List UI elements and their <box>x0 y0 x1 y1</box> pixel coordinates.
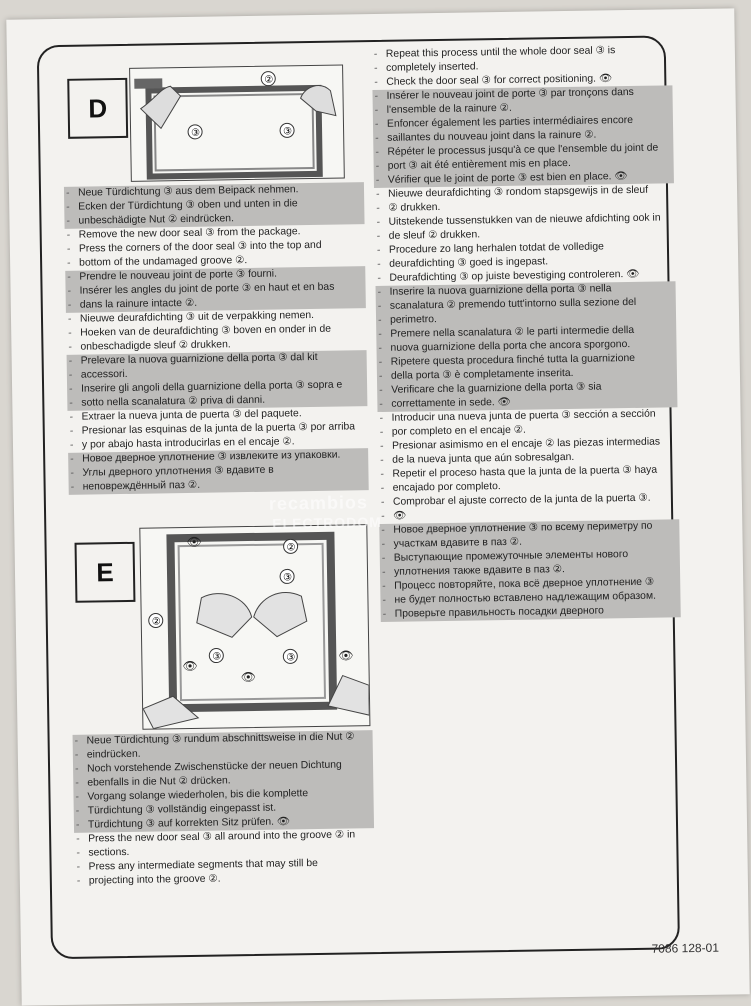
instruction-line: - Новое дверное уплотнение ③ по всему периметру по <box>379 519 679 538</box>
callout-seal: ③ <box>212 651 222 663</box>
eye-icon: 👁 <box>186 534 202 550</box>
text-block <box>374 183 676 286</box>
instruction-line: - nuova guarnizione della porta che ancora sporgono. <box>376 337 676 356</box>
callout-seal: ③ <box>283 572 293 584</box>
instruction-line: - неповреждённый паз ②. <box>69 476 369 495</box>
instruction-line: - correttamente in sede. 👁 <box>377 393 677 412</box>
instruction-line: - Extraer la nueva junta de puerta ③ del paquete. <box>67 406 367 425</box>
instruction-line: - Neue Türdichtung ③ rundum abschnittsweise in die Nut ② <box>73 730 373 749</box>
instruction-line: - Новое дверное уплотнение ③ извлеките из упаковки. <box>68 448 368 467</box>
right-column-text <box>372 43 681 625</box>
text-block <box>378 407 680 524</box>
instruction-line: - Press the new door seal ③ all around into the groove ② in <box>74 828 374 847</box>
eye-icon: 👁 <box>338 648 354 663</box>
instruction-line: - Comprobar el ajuste correcto de la junta de la puerta ③. <box>379 491 679 510</box>
text-block <box>376 281 678 412</box>
callout-seal: ③ <box>286 652 296 664</box>
callout-groove: ② <box>151 616 161 628</box>
instruction-line: - completely inserted. <box>372 57 672 76</box>
instruction-line: - scanalatura ② premendo tutt'intorno sulla sezione del <box>376 295 676 314</box>
instruction-line: - Répéter le processus jusqu'à ce que l'ensemble du joint de <box>373 141 673 160</box>
step-e-paragraphs <box>73 730 375 889</box>
step-d-paragraphs <box>64 182 369 495</box>
instruction-line: - unbeschädigte Nut ② eindrücken. <box>64 210 364 229</box>
instruction-line: - Türdichtung ③ auf korrekten Sitz prüfen. 👁 <box>74 814 374 833</box>
callout-seal: ③ <box>283 126 293 138</box>
instruction-line: - участкам вдавите в паз ②. <box>379 533 679 552</box>
instruction-line: - y por abajo hasta introducirlas en el encaje ②. <box>68 434 368 453</box>
instruction-line: - Premere nella scanalatura ② le parti intermedie della <box>376 323 676 342</box>
instruction-line: - por completo en el encaje ②. <box>378 421 678 440</box>
instruction-line: - Uitstekende tussenstukken van de nieuwe afdichting ook in <box>374 211 674 230</box>
instruction-line: - Introducir una nueva junta de puerta ③ sección a sección <box>378 407 678 426</box>
instruction-line: - de la nueva junta que aún sobresalgan. <box>378 449 678 468</box>
instruction-line: - dans la rainure intacte ②. <box>66 294 366 313</box>
text-block <box>68 448 369 495</box>
instruction-line: - Press the corners of the door seal ③ into the top and <box>65 238 365 257</box>
step-d-label: D <box>67 78 128 139</box>
document-code: 7086 128-01 <box>651 940 720 956</box>
instruction-line: - Проверьте правильность посадки дверного <box>381 603 681 622</box>
instruction-line: - accessori. <box>67 364 367 383</box>
instruction-line: - sotto nella scanalatura ② priva di danni. <box>67 392 367 411</box>
instruction-line: - Repeat this process until the whole door seal ③ is <box>372 43 672 62</box>
instruction-line: - Repetir el proceso hasta que la junta de la puerta ③ haya <box>378 463 678 482</box>
instruction-line: - 👁 <box>379 505 679 524</box>
text-block <box>65 266 366 313</box>
step-d-text <box>64 182 369 498</box>
instruction-line: - Insérer le nouveau joint de porte ③ par tronçons dans <box>372 85 672 104</box>
instruction-line: - Vorgang solange wiederholen, bis die komplette <box>73 786 373 805</box>
instruction-line: - ebenfalls in die Nut ② drücken. <box>73 772 373 791</box>
instruction-line: - Prendre le nouveau joint de porte ③ fourni. <box>65 266 365 285</box>
instruction-line: - Prelevare la nuova guarnizione della porta ③ dal kit <box>67 350 367 369</box>
text-block <box>67 406 368 453</box>
text-block <box>65 224 366 271</box>
instruction-line: - Noch vorstehende Zwischenstücke der neuen Dichtung <box>73 758 373 777</box>
instruction-line: - della porta ③ è completamente inserita. <box>377 365 677 384</box>
instruction-line: - Deurafdichting ③ op juiste bevestiging controleren. 👁 <box>375 267 675 286</box>
instruction-line: - Ripetere questa procedura finché tutta la guarnizione <box>377 351 677 370</box>
door-seal-diagram-d <box>130 66 344 181</box>
instruction-line: - Insérer les angles du joint de porte ③ en haut et en bas <box>65 280 365 299</box>
text-block <box>64 182 365 229</box>
instruction-line: - Inserire gli angoli della guarnizione della porta ③ sopra e <box>67 378 367 397</box>
illustration-e <box>139 524 370 730</box>
instruction-line: - Углы дверного уплотнения ③ вдавите в <box>68 462 368 481</box>
instruction-line: - projecting into the groove ②. <box>75 870 375 889</box>
instruction-line: - Procedure zo lang herhalen totdat de volledige <box>375 239 675 258</box>
instruction-sheet <box>6 8 749 1005</box>
door-seal-diagram-e <box>140 525 369 729</box>
instruction-line: - Vérifier que le joint de porte ③ est bien en place. 👁 <box>374 169 674 188</box>
eye-icon: 👁 <box>240 669 256 685</box>
text-block <box>379 519 681 622</box>
instruction-line: - Neue Türdichtung ③ aus dem Beipack nehmen. <box>64 182 364 201</box>
instruction-line: - saillantes du nouveau joint dans la rainure ②. <box>373 127 673 146</box>
instruction-line: - Presionar las esquinas de la junta de la puerta ③ por arriba <box>68 420 368 439</box>
callout-groove: ② <box>286 542 296 554</box>
instruction-line: - не будет полностью вставлено надлежащим образом. <box>380 589 680 608</box>
instruction-line: - Ecken der Türdichtung ③ oben und unten in die <box>64 196 364 215</box>
step-e-label: E <box>75 542 136 603</box>
eye-icon: 👁 <box>182 658 198 674</box>
illustration-d <box>129 64 345 181</box>
instruction-line: - Remove the new door seal ③ from the package. <box>65 224 365 243</box>
instruction-line: - Inserire la nuova guarnizione della porta ③ nella <box>376 281 676 300</box>
watermark: recambios <box>268 492 369 514</box>
watermark: ELECTRODOM <box>272 513 382 532</box>
text-block <box>372 85 674 188</box>
right-paragraphs <box>372 43 681 622</box>
instruction-line: - Presionar asimismo en el encaje ② las piezas intermedias <box>378 435 678 454</box>
instruction-line: - sections. <box>74 842 374 861</box>
callout-groove: ② <box>264 74 274 86</box>
instruction-line: - port ③ ait été entièrement mis en place. <box>374 155 674 174</box>
instruction-line: - Enfoncer également les parties intermédiaires encore <box>373 113 673 132</box>
instruction-line: - bottom of the undamaged groove ②. <box>65 252 365 271</box>
instruction-line: - perimetro. <box>376 309 676 328</box>
text-block <box>74 828 375 889</box>
text-block <box>67 350 368 411</box>
instruction-line: - deurafdichting ③ goed is ingepast. <box>375 253 675 272</box>
instruction-line: - Nieuwe deurafdichting ③ uit de verpakking nemen. <box>66 308 366 327</box>
instruction-line: - Check the door seal ③ for correct positioning. 👁 <box>372 71 672 90</box>
instruction-line: - l'ensemble de la rainure ②. <box>373 99 673 118</box>
text-block <box>73 730 375 833</box>
instruction-line: - Процесс повторяйте, пока всё дверное уплотнение ③ <box>380 575 680 594</box>
instruction-line: - уплотнения также вдавите в паз ②. <box>380 561 680 580</box>
instruction-line: - Verificare che la guarnizione della porta ③ sia <box>377 379 677 398</box>
instruction-line: - ② drukken. <box>374 197 674 216</box>
instruction-line: - Press any intermediate segments that may still be <box>75 856 375 875</box>
instruction-line: - Выступающие промежуточные элементы нового <box>380 547 680 566</box>
instruction-line: - de sleuf ② drukken. <box>375 225 675 244</box>
instruction-line: - Nieuwe deurafdichting ③ rondom stapsgewijs in de sleuf <box>374 183 674 202</box>
instruction-line: - eindrücken. <box>73 744 373 763</box>
instruction-line: - Türdichtung ③ vollständig eingepasst ist. <box>74 800 374 819</box>
instruction-line: - onbeschadigde sleuf ② drukken. <box>66 336 366 355</box>
callout-seal: ③ <box>191 127 201 139</box>
text-block <box>372 43 673 90</box>
text-block <box>66 308 367 355</box>
instruction-line: - Hoeken van de deurafdichting ③ boven en onder in de <box>66 322 366 341</box>
step-e-text <box>73 730 375 892</box>
instruction-line: - encajado por completo. <box>379 477 679 496</box>
